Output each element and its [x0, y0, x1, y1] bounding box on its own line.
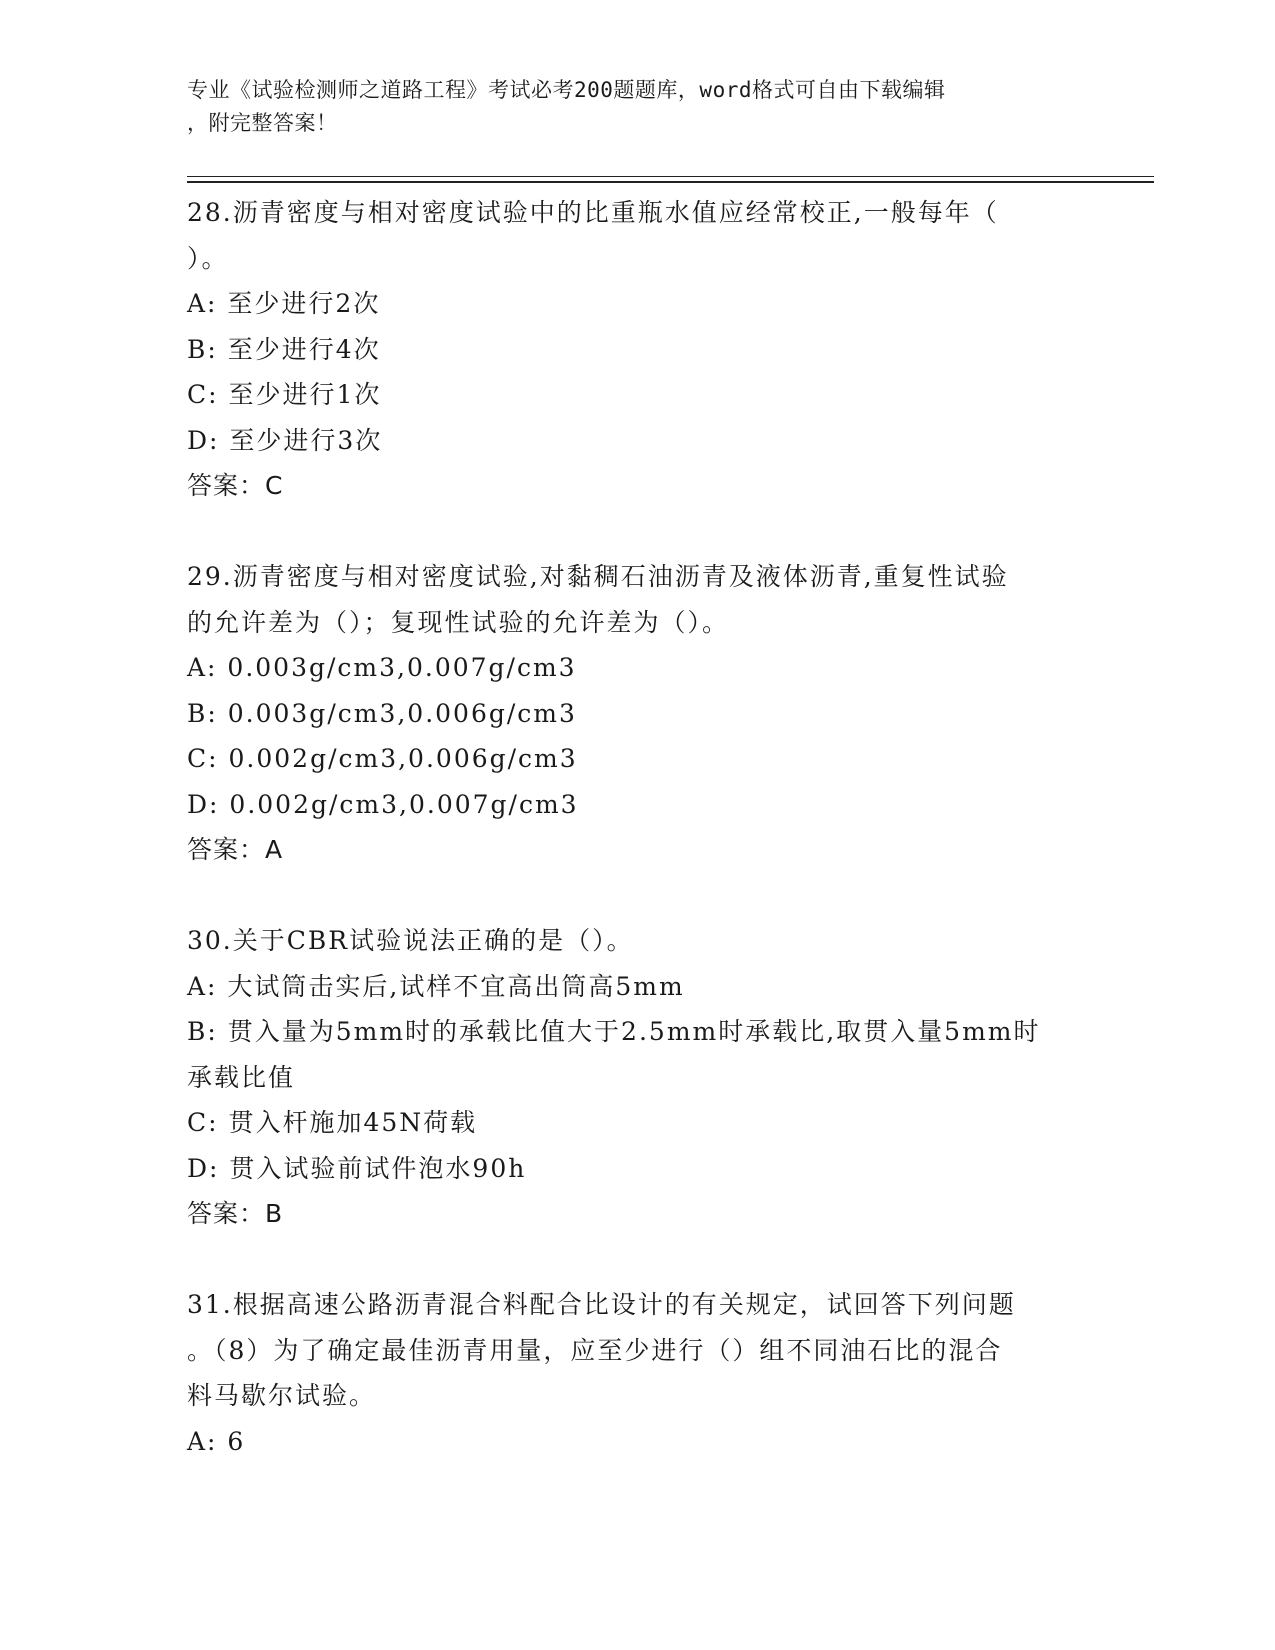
- question-stem: ）。: [187, 243, 229, 273]
- option-c: C: 至少进行1次: [187, 380, 382, 409]
- document-header: [187, 74, 1067, 140]
- question-stem: 30.关于CBR试验说法正确的是（）。: [187, 926, 634, 955]
- question-stem: 29.沥青密度与相对密度试验,对黏稠石油沥青及液体沥青,重复性试验: [187, 562, 1009, 591]
- option-a: A: 大试筒击实后,试样不宜高出筒高5mm: [187, 971, 685, 1001]
- header-divider-thick: [187, 181, 1154, 183]
- option-b: B: 至少进行4次: [187, 334, 381, 364]
- option-d: D: 贯入试验前试件泡水90h: [187, 1153, 527, 1183]
- option-c: C: 0.002g/cm3,0.006g/cm3: [187, 744, 578, 773]
- option-b: B: 贯入量为5mm时的承载比值大于2.5mm时承载比,取贯入量5mm时: [187, 1017, 1041, 1046]
- question-29: [187, 554, 1087, 873]
- option-b: B: 0.003g/cm3,0.006g/cm3: [187, 698, 577, 728]
- question-list: [187, 190, 1087, 1464]
- question-stem: 28.沥青密度与相对密度试验中的比重瓶水值应经常校正,一般每年（: [187, 198, 999, 227]
- header-line-2: ，附完整答案！: [187, 111, 338, 135]
- option-d: D: 0.002g/cm3,0.007g/cm3: [187, 789, 579, 819]
- question-28: [187, 190, 1087, 509]
- spacer: [187, 1237, 1087, 1283]
- answer-label: 答案：B: [187, 1199, 284, 1228]
- option-c: C: 贯入杆施加45N荷载: [187, 1108, 478, 1137]
- question-30: [187, 918, 1087, 1237]
- spacer: [187, 873, 1087, 919]
- option-a: A: 至少进行2次: [187, 289, 381, 318]
- question-stem: 。（8）为了确定最佳沥青用量，应至少进行（）组不同油石比的混合: [187, 1335, 1003, 1365]
- question-stem: 31.根据高速公路沥青混合料配合比设计的有关规定，试回答下列问题: [187, 1290, 1016, 1319]
- option-b-continued: 承载比值: [187, 1062, 296, 1092]
- header-divider-thin: [187, 176, 1154, 177]
- option-a: A: 0.003g/cm3,0.007g/cm3: [187, 653, 577, 682]
- option-d: D: 至少进行3次: [187, 425, 383, 455]
- question-stem: 的允许差为（）；复现性试验的允许差为（）。: [187, 607, 730, 637]
- header-line-1: 专业《试验检测师之道路工程》考试必考200题题库，word格式可自由下载编辑: [187, 78, 946, 102]
- option-a: A: 6: [187, 1426, 246, 1456]
- question-31: [187, 1282, 1087, 1464]
- spacer: [187, 509, 1087, 555]
- question-stem: 料马歇尔试验。: [187, 1381, 377, 1410]
- answer-label: 答案：C: [187, 471, 284, 500]
- answer-label: 答案：A: [187, 835, 284, 864]
